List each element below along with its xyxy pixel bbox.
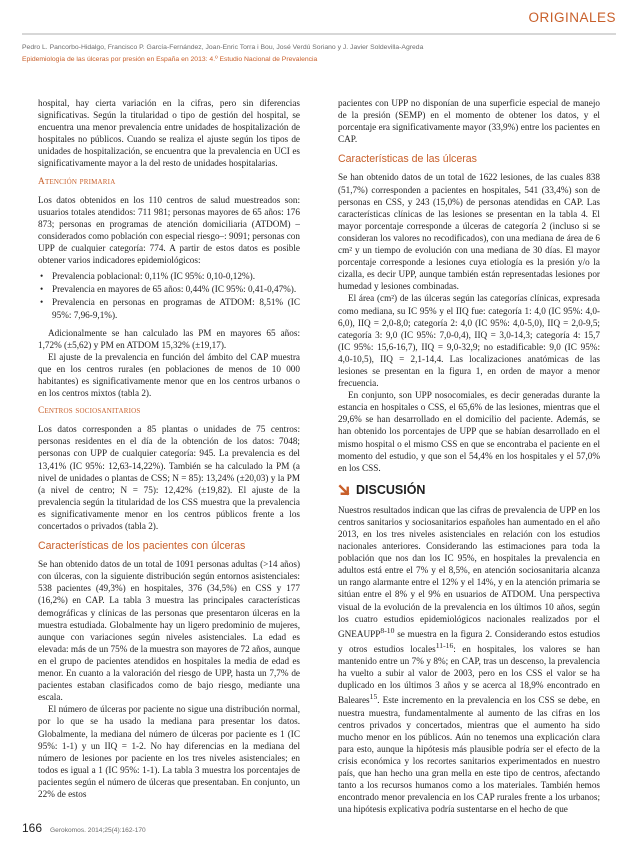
heading-discusion-label: DISCUSIÓN bbox=[356, 483, 426, 498]
indicator-list bbox=[38, 270, 300, 320]
list-item bbox=[38, 283, 300, 295]
citation-ref: 8-10 bbox=[380, 625, 395, 635]
paragraph: hospital, hay cierta variación en la cifras, pero sin diferencias significativas. Según la titularidad o tipo de gestión del hospital, se encuentra una menor prevalencia entre unidades de hospitalización de hospitales no públicos. Cuando se realiza el ajuste según los tipos de unidades de hospitalización, se encuentra que la prevalencia en UCI es significativamente mayor a la del resto de unidades hospitalarias. bbox=[38, 98, 300, 169]
paragraph: Se han obtenido datos de un total de 1622 lesiones, de las cuales 838 (51,7%) corresponden a pacientes en hospitales, 541 (33,4%) son de personas en CSS, y 243 (15,0%) de personas atendidas en CAP. Las características clínicas de las lesiones se presentan en la tabla 4. El mayor porcentaje corresponde a úlceras de categoría 2 (incluso si se consideran los valores no recodificados), con una mediana de área de 6 cm² y un tiempo de evolución con una mediana de 30 días. El mayor porcentaje corresponde a lesiones cuya etiología es la presión y/o la cizalla, es decir UPP, aunque también están representadas lesiones por humedad y lesiones combinadas. bbox=[338, 172, 600, 292]
list-item bbox=[38, 270, 300, 282]
paragraph: Adicionalmente se han calculado las PM en mayores 65 años: 1,72% (±5,62) y PM en ATDOM 15,32% (±19,17). bbox=[38, 327, 300, 350]
paragraph: El número de úlceras por paciente no sigue una distribución normal, por lo que se ha usado la mediana para presentar los datos. Globalmente, la mediana del número de úlceras por paciente es 1 (IC 95%: 1-1) y un IIQ = 1-2. No hay diferencias en la mediana del número de lesiones por paciente en los tres niveles asistenciales; en todos es igual a 1 (IC 95%: 1-1). La tabla 3 muestra los porcentajes de pacientes según el número de úlceras que presentaban. En conjunto, un 22% de estos bbox=[38, 704, 300, 799]
running-title: Epidemiología de las úlceras por presión en España en 2013: 4.º Estudio Nacional de Prevalencia bbox=[22, 56, 318, 63]
heading-discusion bbox=[338, 484, 600, 497]
citation-ref: 15 bbox=[369, 692, 378, 702]
paragraph: En conjunto, son UPP nosocomiales, es decir generadas durante la estancia en hospitales o CSS, el 65,6% de las lesiones, mientras que el 29,6% se han desarrollado en el domicilio del paciente. Además, se han obtenido los porcentajes de UPP que se habían desarrollado en el mismo hospital o el mismo CSS en que se encontraba el paciente en el momento del estudio, y que son el 54,4% en los hospitales y el 57,0% en los CSS. bbox=[338, 390, 600, 473]
paragraph bbox=[338, 504, 600, 816]
citation-ref: 11-16 bbox=[435, 640, 454, 650]
bullet-icon: • bbox=[40, 297, 44, 308]
paragraph: El ajuste de la prevalencia en función del ámbito del CAP muestra que en los centros rurales (en poblaciones de menos de 10 000 habitantes) es significativamente menor que en los centros urbanos o en los centros mixtos (tabla 2). bbox=[38, 351, 300, 399]
paragraph: Se han obtenido datos de un total de 1091 personas adultas (>14 años) con úlceras, con la siguiente distribución según entornos asistenciales: 538 pacientes (49,3%) en hospitales, 376 (34,5%) en CSS y 177 (16,2%) en CAP. La tabla 3 muestra las principales características demográficas y clínicas de las personas que presentaron úlceras en la muestra estudiada. Globalmente hay un ligero predominio de mujeres, aunque con variaciones según niveles asistenciales. La edad es elevada: más de un 75% de la muestra son mayores de 72 años, aunque en el grupo de pacientes atendidos en hospitales la media de edad es menor. En cuanto a la valoración del riesgo de UPP, hasta un 7,7% de pacientes estaban clasificados como de bajo riesgo, mediante una escala. bbox=[38, 559, 300, 703]
heading-ulceras: Características de las úlceras bbox=[338, 153, 477, 166]
header-rule bbox=[22, 33, 616, 35]
text-run: : en hospitales, los valores se han mantenido entre un 7% y 8%; en CAP, tras un descenso, la prevalencia ha vuelto a subir al valor de 2003, pero en los CSS el valor se ha duplicado en los últimos 3 años y se acerca al 18,9% encontrado en Baleares bbox=[338, 643, 600, 706]
page-number: 166 bbox=[22, 821, 43, 835]
left-column bbox=[38, 97, 300, 817]
list-item-text: Prevalencia en mayores de 65 años: 0,44% (IC 95%: 0,41-0,47%). bbox=[52, 284, 297, 295]
authors-line: Pedro L. Pancorbo-Hidalgo, Francisco P. García-Fernández, Joan-Enric Torra i Bou, José Verdú Soriano y J. Javier Soldevilla-Agreda bbox=[22, 44, 424, 51]
list-item-text: Prevalencia poblacional: 0,11% (IC 95%: 0,10-0,12%). bbox=[52, 271, 256, 282]
subheading-centros-sociosanitarios: Centros sociosanitarios bbox=[38, 406, 141, 417]
heading-pacientes: Características de los pacientes con úlceras bbox=[38, 540, 246, 553]
list-item bbox=[38, 296, 300, 320]
paragraph: Los datos corresponden a 85 plantas o unidades de 75 centros: personas residentes en el día de la obtención de los datos: 7048; personas con UPP de cualquier categoría: 945. La prevalencia es del 13,41% (IC 95%: 12,63-14,22%). También se ha calculado la PM (a nivel de unidades o plantas de CSS; N = 85): 13,24% (±20,03) y la PM (a nivel de centro; N = 75): 12,42% (±19,82). El ajuste de la prevalencia según la titularidad de los CSS muestra que la prevalencia es significativamente menor en los centros públicos frente a los concertados o privados (tabla 2). bbox=[38, 424, 300, 531]
text-run: Nuestros resultados indican que las cifras de prevalencia de UPP en los centros sanitarios y sociosanitarios españoles han aumentado en el año 2013, en los tres niveles asistenciales en relación con los estudios nacionales anteriores. Considerando las estimaciones para toda la población que nos dan los IC 95%, en hospitales la prevalencia en adultos está entre el 7% y el 8,5%, en atención sociosanitaria alcanza un rango alarmante entre el 12% y el 14%, y en la atención primaria se sitúan entre el 8% y el 9% en usuarios de ATDOM. Una perspectiva visual de la evolución de la prevalencia en los últimos 10 años, según los cuatro estudios epidemiológicos nacionales realizados por el GNEAUPP bbox=[338, 504, 600, 639]
section-tag: ORIGINALES bbox=[528, 10, 616, 25]
bullet-icon: • bbox=[40, 284, 44, 295]
journal-citation: Gerokomos. 2014;25(4):162-170 bbox=[50, 827, 146, 834]
subheading-atencion-primaria: Atención primaria bbox=[38, 176, 116, 187]
page-footer bbox=[22, 821, 146, 835]
paragraph: Los datos obtenidos en los 110 centros de salud muestreados son: usuarios totales atendidos: 711 981; personas mayores de 65 años: 176 873; personas en programas de atención domiciliaria (ATDOM) –considerados como población con especial riesgo–: 9091; personas con UPP de cualquier categoría: 774. A partir de estos datos es posible obtener varios indicadores epidemiológicos: bbox=[38, 194, 300, 266]
text-run: . Este incremento en la prevalencia en los CSS se debe, en nuestra muestra, fundamentalmente al aumento de las cifras en los centros privados y concertados, mientras que el aumento ha sido mucho menor en los públicos. Aún no tenemos una explicación clara para esto, aunque la hipótesis más plausible podría ser el efecto de la crisis económica y los recortes sanitarios experimentados en nuestro país, que han hecho una gran mella en este tipo de centros, afectando tanto a los recursos humanos como a los materiales. También hemos encontrado menor prevalencia en los CAP rurales frente a los urbanos; una hipótesis explicativa podría sustentarse en el hecho de que bbox=[338, 695, 600, 815]
paragraph: El área (cm²) de las úlceras según las categorías clínicas, expresada como mediana, su IC 95% y el IIQ fue: categoría 1: 4,0 (IC 95%: 4,0-6,0), IIQ = 2,0-8,0; categoría 2: 4,0 (IC 95%: 4,0-5,0), IIQ = 2,0-9,5; categoría 3: 9,0 (IC 95%: 7,0-0,4), IIQ = 3,0-14,3; categoría 4: 15,7 (IC 95%: 15,6-16,7), IIQ = 9,0-32,9; no estadificable: 9,0 (IC 95%: 4,0-10,5), IIQ = 2,1-14,4. Las localizaciones anatómicas de las lesiones se presentan en la figura 1, en orden de mayor a menor frecuencia. bbox=[338, 293, 600, 389]
text-run: se muestra en la figura 2. Considerando estos estudios y otros estudios locales bbox=[338, 628, 600, 654]
list-item-text: Prevalencia en personas en programas de ATDOM: 8,51% (IC 95%: 7,96-9,1%). bbox=[52, 297, 300, 320]
paragraph: pacientes con UPP no disponían de una superficie especial de manejo de la presión (SEMP) en el momento de obtener los datos, y el porcentaje era significativamente mayor (33,9%) entre los pacientes en CAP. bbox=[338, 98, 600, 145]
bullet-icon: • bbox=[40, 271, 44, 282]
arrow-down-right-icon bbox=[338, 484, 351, 497]
right-column bbox=[338, 97, 600, 817]
